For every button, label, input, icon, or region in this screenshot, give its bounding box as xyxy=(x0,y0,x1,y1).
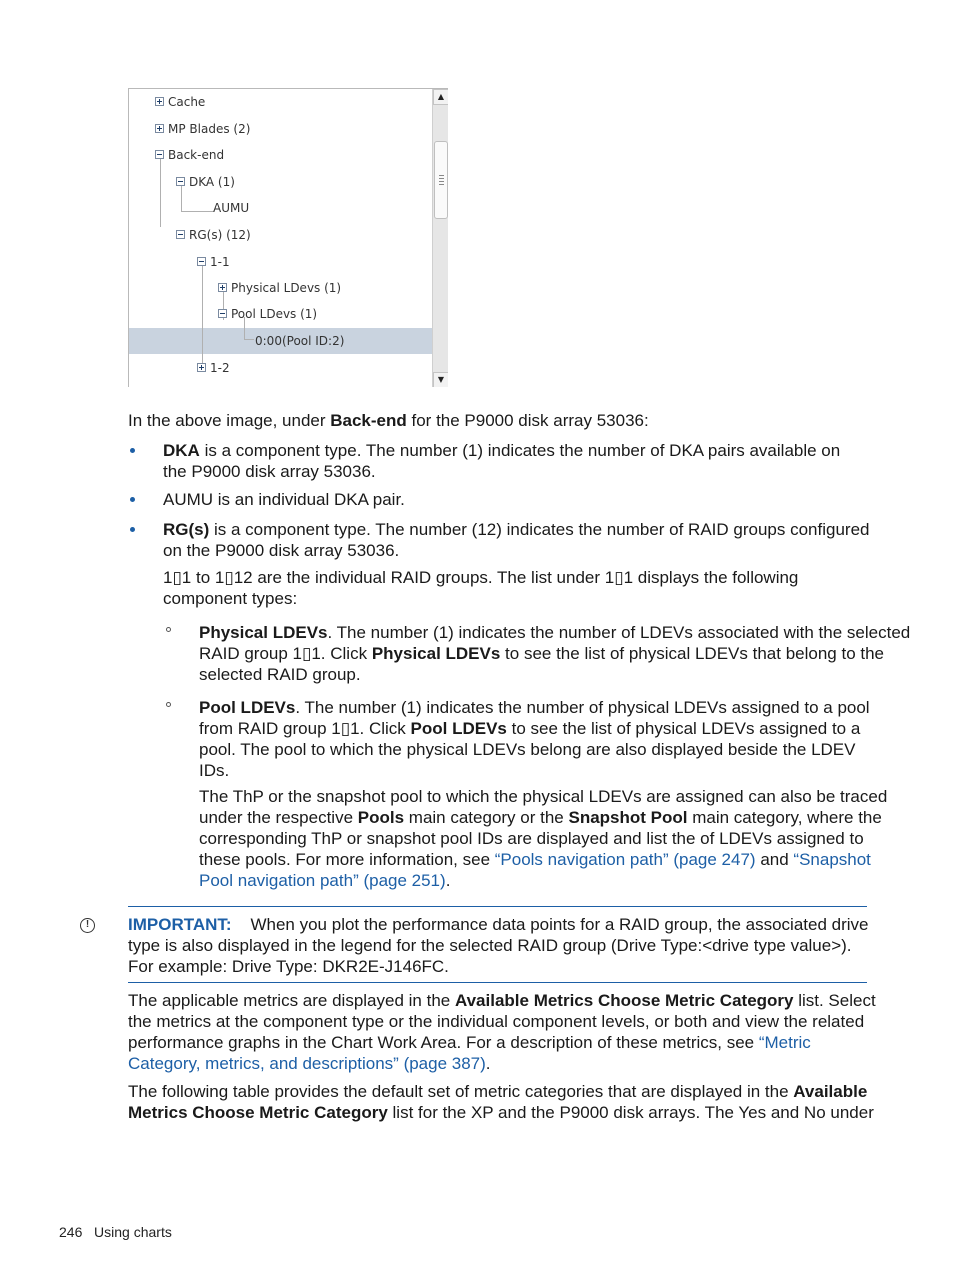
tree-node-cache[interactable]: Cache xyxy=(155,95,205,109)
snapshot-pool-link[interactable]: “Snapshot xyxy=(793,850,871,869)
collapse-icon[interactable] xyxy=(218,309,227,318)
sub-bullet-pool-ldevs: Pool LDEVs. The number (1) indicates the number of physical LDEVs assigned to a pool from RAID group 1▯1. Click Pool LDEVs to see the list of physical LDEVs assigned to a pool. The pool to which the physical LDEVs belong are also displayed beside the LDEV IDs. xyxy=(199,698,870,780)
important-label: IMPORTANT: xyxy=(128,915,232,934)
thp-paragraph: The ThP or the snapshot pool to which the physical LDEVs are assigned can also be traced under the respective Pools main category or the Snapshot Pool main category, where the corresponding ThP or snapshot pool IDs are displayed and list the of LDEVs assigned to these pools. For more information, see “Pools navigation path” (page 247) and “Snapshot Pool navigation path” (page 251). xyxy=(199,787,888,890)
sub-bullet-icon xyxy=(166,627,171,632)
tree-node-mp-blades[interactable]: MP Blades (2) xyxy=(155,122,250,136)
bullet-aumu: AUMU is an individual DKA pair. xyxy=(163,490,405,509)
metric-category-link-cont[interactable]: Category, metrics, and descriptions” (page 387) xyxy=(128,1054,486,1073)
table-intro-paragraph: The following table provides the default set of metric categories that are displayed in the Available Metrics Choose Metric Category list for the XP and the P9000 disk arrays. The Yes and No under xyxy=(128,1082,874,1122)
tree-connector xyxy=(244,339,254,340)
important-note: IMPORTANT: When you plot the performance data points for a RAID group, the associated drive type is also displayed in the legend for the selected RAID group (Drive Type:<drive type value>). For example: Drive Type: DKR2E-J146FC. xyxy=(128,915,869,976)
tree-connector xyxy=(202,264,203,370)
page-number: 246 xyxy=(59,1224,83,1240)
tree-node-aumu[interactable]: AUMU xyxy=(213,201,250,215)
scroll-thumb[interactable] xyxy=(434,141,448,219)
tree-node-physical-ldevs[interactable]: Physical LDevs (1) xyxy=(218,281,341,295)
tree-connector xyxy=(181,211,213,212)
metric-category-link[interactable]: “Metric xyxy=(758,1033,811,1052)
sub-bullet-icon xyxy=(166,702,171,707)
bullet-rg: RG(s) is a component type. The number (12) indicates the number of RAID groups configured on the P9000 disk array 53036. xyxy=(163,520,870,560)
tree-node-pool-id[interactable]: 0:00(Pool ID:2) xyxy=(255,334,345,348)
collapse-icon[interactable] xyxy=(155,150,164,159)
sub-bullet-physical-ldevs: Physical LDEVs. The number (1) indicates the number of LDEVs associated with the selected RAID group 1▯1. Click Physical LDEVs to see the list of physical LDEVs that belong to the selected RAID group. xyxy=(199,623,911,684)
tree-node-dka[interactable]: DKA (1) xyxy=(176,175,235,189)
page-footer xyxy=(59,1223,172,1241)
tree-node-rgs[interactable]: RG(s) (12) xyxy=(176,228,251,242)
tree-node-1-1[interactable]: 1-1 xyxy=(197,255,230,269)
rg-detail-paragraph: 1▯1 to 1▯12 are the individual RAID groups. The list under 1▯1 displays the following component types: xyxy=(163,568,799,608)
tree-node-1-2[interactable]: 1-2 xyxy=(197,361,230,375)
important-bottom-rule xyxy=(128,982,867,983)
collapse-icon[interactable] xyxy=(197,257,206,266)
expand-icon[interactable] xyxy=(197,363,206,372)
scroll-up-arrow-icon[interactable]: ▲ xyxy=(433,89,448,105)
snapshot-pool-link-cont[interactable]: Pool navigation path” (page 251) xyxy=(199,871,446,890)
grip-line xyxy=(439,184,444,185)
tree-node-back-end[interactable]: Back-end xyxy=(155,148,224,162)
tree-node-pool-ldevs[interactable]: Pool LDevs (1) xyxy=(218,307,317,321)
grip-line xyxy=(439,175,444,176)
bullet-dka: DKA is a component type. The number (1) indicates the number of DKA pairs available on the P9000 disk array 53036. xyxy=(163,441,841,481)
expand-icon[interactable] xyxy=(155,97,164,106)
grip-line xyxy=(439,178,444,179)
expand-icon[interactable] xyxy=(218,283,227,292)
expand-icon[interactable] xyxy=(155,124,164,133)
scroll-down-arrow-icon[interactable]: ▼ xyxy=(433,372,448,387)
section-name: Using charts xyxy=(94,1224,172,1240)
important-icon: ! xyxy=(80,918,95,933)
bullet-icon xyxy=(130,527,135,532)
important-top-rule xyxy=(128,906,867,907)
bullet-icon xyxy=(130,448,135,453)
intro-paragraph: In the above image, under Back-end for the P9000 disk array 53036: xyxy=(128,411,649,430)
pools-navigation-link[interactable]: “Pools navigation path” (page 247) xyxy=(494,850,756,869)
metrics-paragraph: The applicable metrics are displayed in the Available Metrics Choose Metric Category list. Select the metrics at the component type or the individual component levels, or both and view the related performance graphs in the Chart Work Area. For a description of these metrics, see “Metric Category, metrics, and descriptions” (page 387). xyxy=(128,991,876,1073)
collapse-icon[interactable] xyxy=(176,177,185,186)
collapse-icon[interactable] xyxy=(176,230,185,239)
navigation-tree-screenshot xyxy=(128,88,448,387)
grip-line xyxy=(439,181,444,182)
bullet-icon xyxy=(130,497,135,502)
tree-scrollbar[interactable] xyxy=(432,89,448,387)
tree-connector xyxy=(160,157,161,227)
